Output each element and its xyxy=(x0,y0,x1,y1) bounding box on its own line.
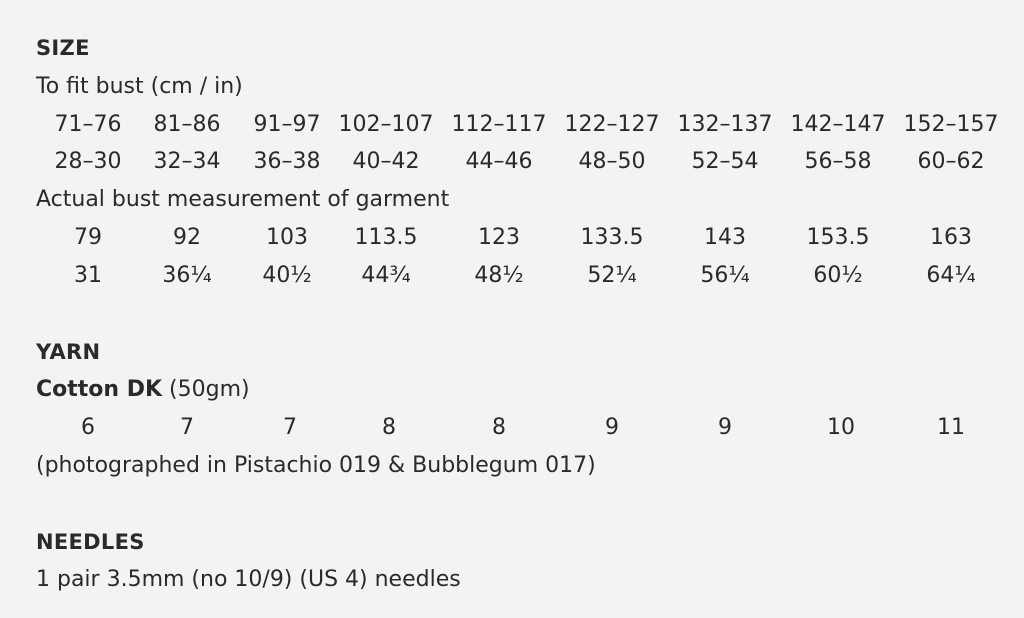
actual-cm-cell: 133.5 xyxy=(580,225,644,250)
fit-in-cell: 56–58 xyxy=(804,149,872,174)
yarn-line xyxy=(36,376,250,404)
actual-cm-cell: 113.5 xyxy=(354,225,418,250)
fit-in-cell: 40–42 xyxy=(352,149,420,174)
actual-cm-cell: 143 xyxy=(704,225,746,250)
yarn-quantity-cell: 7 xyxy=(180,415,194,440)
actual-cm-row xyxy=(0,224,1024,252)
fit-cm-cell: 122–127 xyxy=(564,112,660,137)
actual-in-cell: 31 xyxy=(74,263,102,288)
fit-cm-cell: 91–97 xyxy=(253,112,321,137)
actual-in-cell: 48½ xyxy=(474,263,524,288)
yarn-name: Cotton DK xyxy=(36,377,163,402)
fit-in-cell: 44–46 xyxy=(465,149,533,174)
actual-in-cell: 52¼ xyxy=(587,263,637,288)
yarn-quantity-cell: 7 xyxy=(283,415,297,440)
actual-in-cell: 64¼ xyxy=(926,263,976,288)
yarn-quantity-cell: 6 xyxy=(81,415,95,440)
fit-in-cell: 32–34 xyxy=(153,149,221,174)
fit-in-cell: 52–54 xyxy=(691,149,759,174)
fit-in-cell: 48–50 xyxy=(578,149,646,174)
actual-in-cell: 56¼ xyxy=(700,263,750,288)
needles-heading: NEEDLES xyxy=(36,530,145,554)
actual-in-cell: 36¼ xyxy=(162,263,212,288)
fit-cm-cell: 142–147 xyxy=(790,112,886,137)
fit-in-cell: 36–38 xyxy=(253,149,321,174)
fit-in-row xyxy=(0,148,1024,176)
needles-text: 1 pair 3.5mm (no 10/9) (US 4) needles xyxy=(36,567,461,592)
actual-cm-cell: 153.5 xyxy=(806,225,870,250)
yarn-quantity-cell: 9 xyxy=(605,415,619,440)
fit-cm-cell: 71–76 xyxy=(54,112,122,137)
yarn-weight: (50gm) xyxy=(162,377,250,402)
actual-in-cell: 60½ xyxy=(813,263,863,288)
actual-cm-cell: 92 xyxy=(173,225,201,250)
actual-cm-cell: 163 xyxy=(930,225,972,250)
actual-in-row xyxy=(0,262,1024,290)
fit-cm-row xyxy=(0,111,1024,139)
fit-cm-cell: 112–117 xyxy=(451,112,547,137)
yarn-quantity-cell: 8 xyxy=(382,415,396,440)
actual-in-cell: 40½ xyxy=(262,263,312,288)
fit-cm-cell: 81–86 xyxy=(153,112,221,137)
actual-cm-cell: 79 xyxy=(74,225,102,250)
actual-in-cell: 44¾ xyxy=(361,263,411,288)
yarn-quantity-cell: 9 xyxy=(718,415,732,440)
fit-bust-label: To fit bust (cm / in) xyxy=(36,74,243,99)
yarn-note: (photographed in Pistachio 019 & Bubblegum 017) xyxy=(36,453,596,478)
fit-cm-cell: 152–157 xyxy=(903,112,999,137)
actual-cm-cell: 123 xyxy=(478,225,520,250)
fit-in-cell: 60–62 xyxy=(917,149,985,174)
fit-in-cell: 28–30 xyxy=(54,149,122,174)
actual-bust-label: Actual bust measurement of garment xyxy=(36,187,450,212)
fit-cm-cell: 102–107 xyxy=(338,112,434,137)
yarn-quantity-cell: 8 xyxy=(492,415,506,440)
yarn-quantity-row xyxy=(0,414,1024,442)
actual-cm-cell: 103 xyxy=(266,225,308,250)
yarn-quantity-cell: 11 xyxy=(937,415,965,440)
size-heading: SIZE xyxy=(36,36,90,60)
yarn-quantity-cell: 10 xyxy=(827,415,855,440)
yarn-heading: YARN xyxy=(36,340,101,364)
fit-cm-cell: 132–137 xyxy=(677,112,773,137)
